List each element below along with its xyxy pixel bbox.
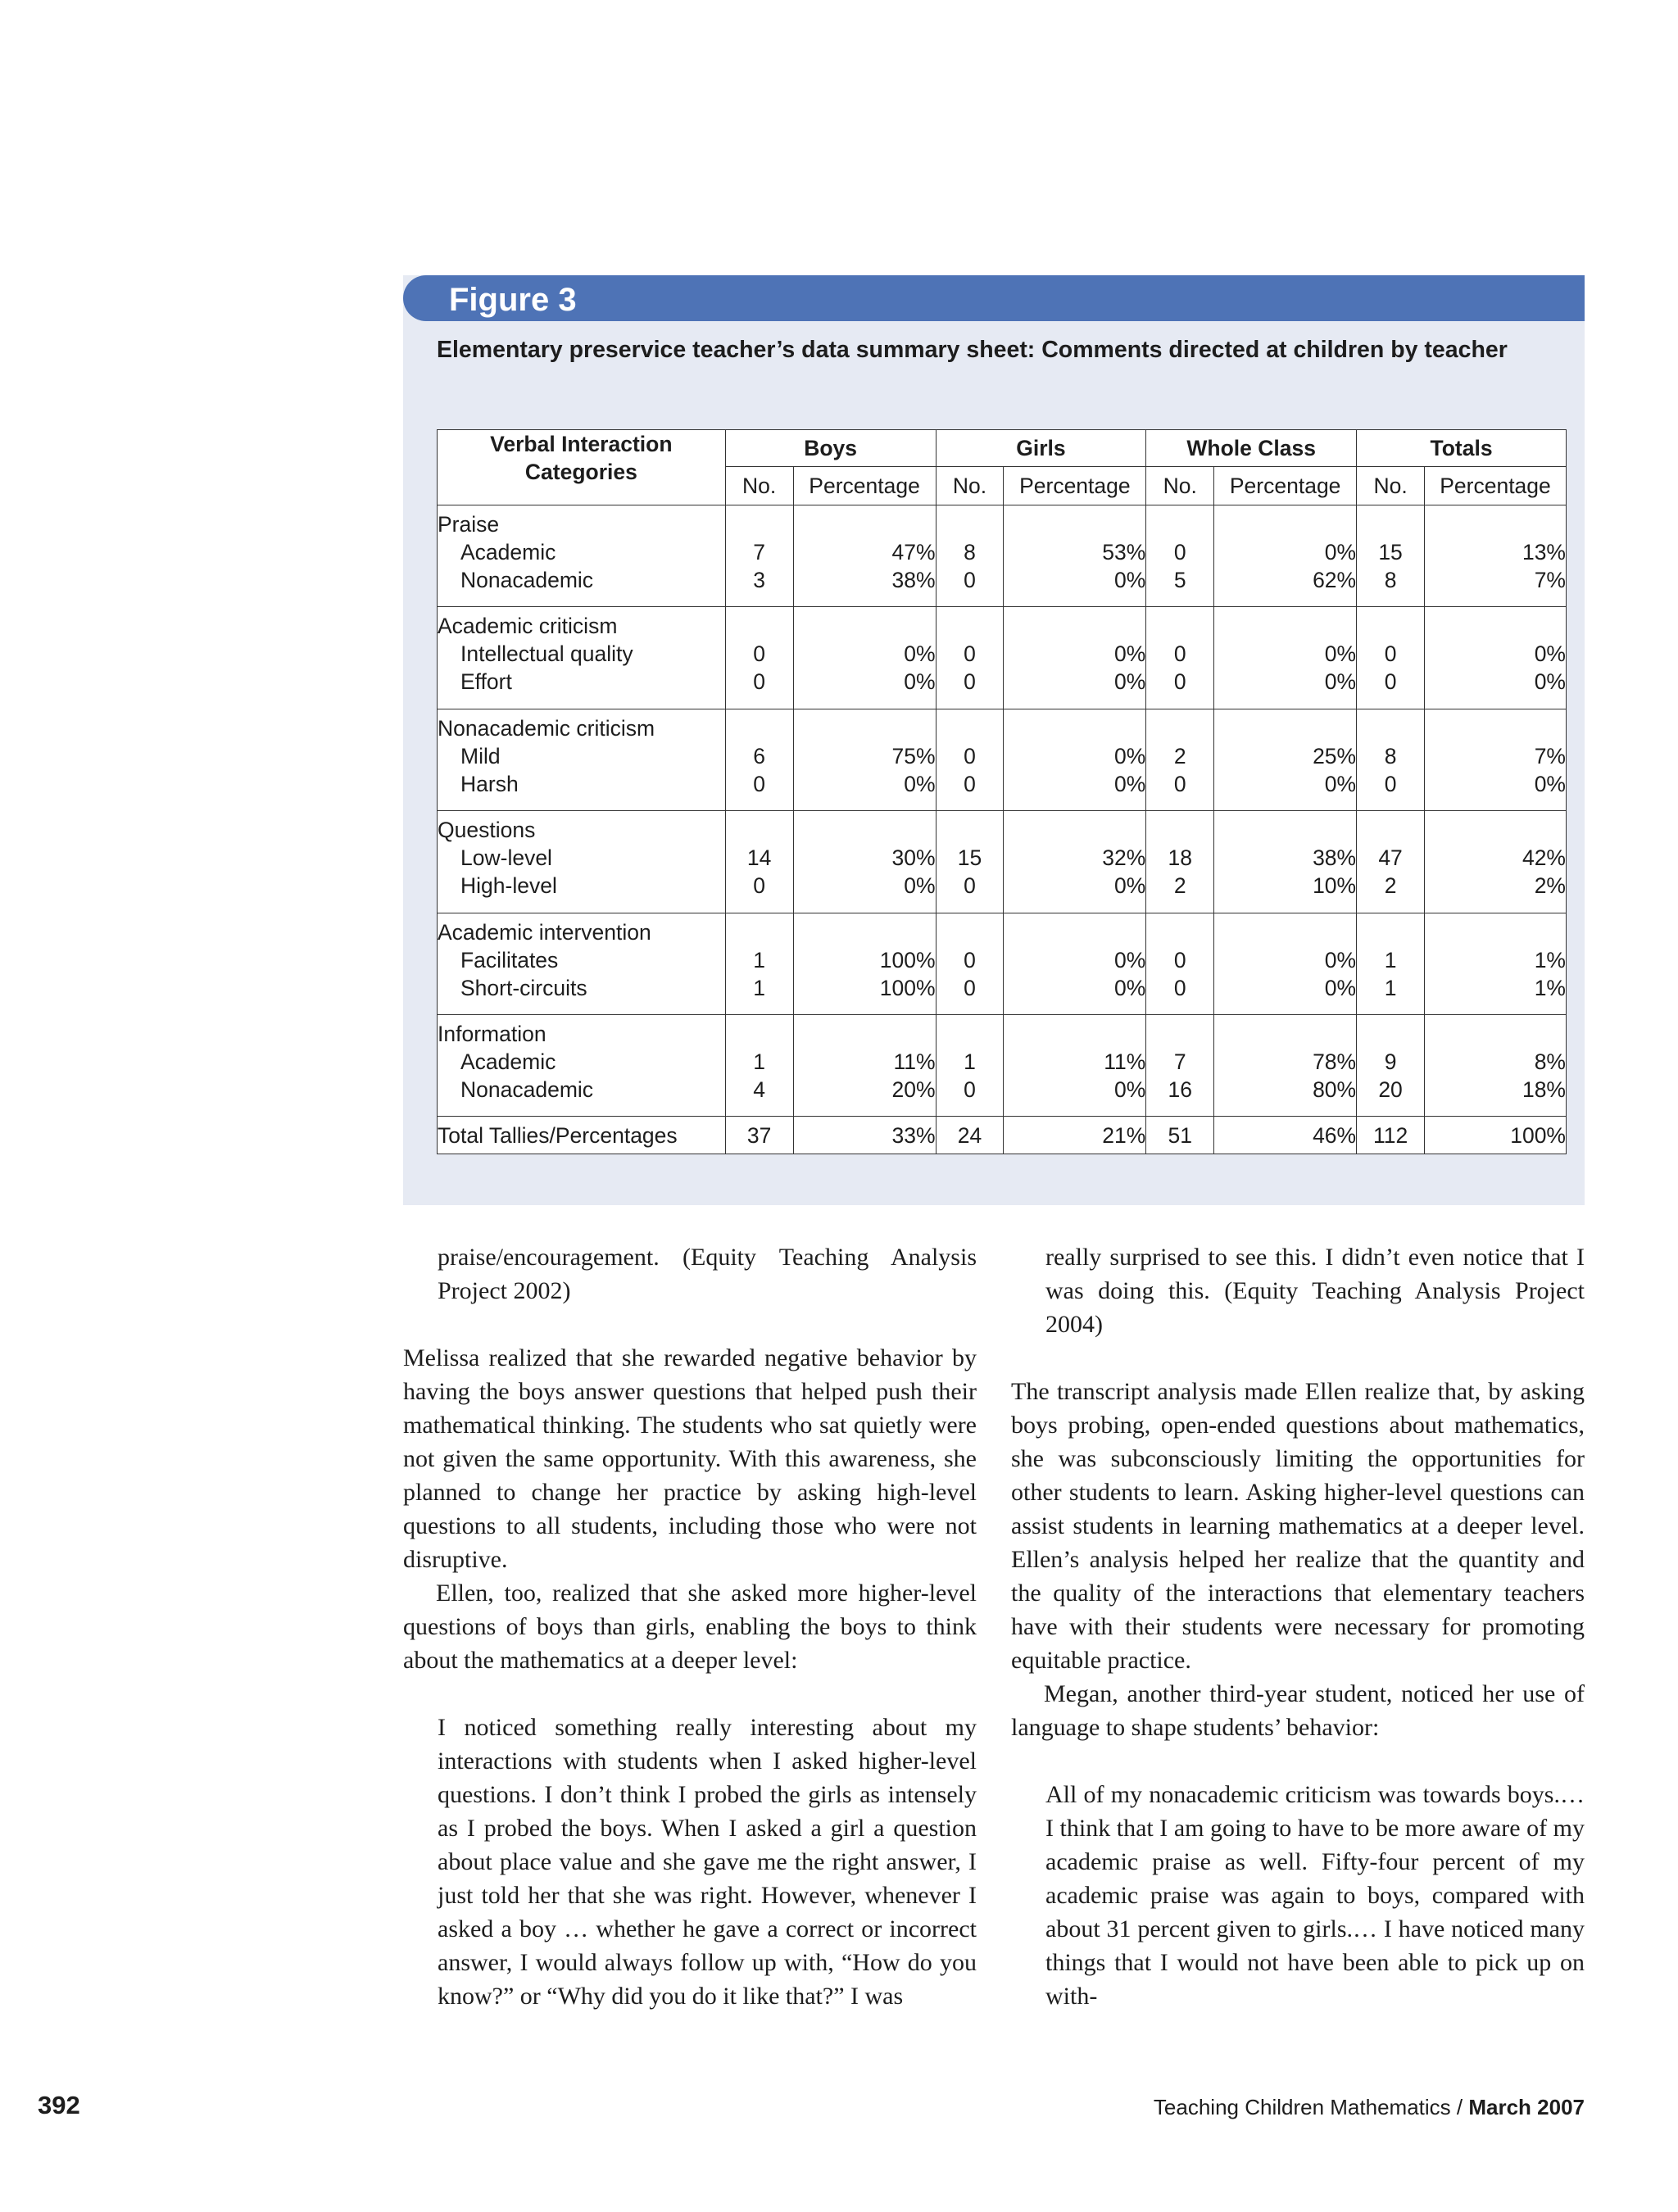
count-cell [1146,607,1214,709]
percentage-cell [793,709,936,810]
group-header: Girls [936,430,1146,467]
percentage-cell [1425,1014,1567,1116]
percentage-value: 0% [1534,771,1566,796]
count-cell [725,709,793,810]
percentage-cell [793,505,936,607]
subcategory-label: Nonacademic [460,1077,594,1102]
count-value: 4 [753,1077,766,1102]
paragraph-gap [1011,1744,1585,1778]
percentage-cell [1004,607,1146,709]
subcategory-label: Short-circuits [460,975,587,1000]
count-value: 0 [1173,669,1186,695]
percentage-value: 0% [1324,669,1357,695]
total-percentage: 46% [1214,1117,1357,1154]
subcategory-label: Harsh [460,771,519,796]
count-value: 1 [753,975,766,1000]
count-value: 0 [964,669,976,695]
count-cell [936,913,1004,1014]
percentage-cell [1425,913,1567,1014]
percentage-cell [1425,709,1567,810]
percentage-value: 0% [904,771,936,796]
percentage-value: 10% [1313,873,1357,899]
count-cell [1146,811,1214,913]
total-label: Total Tallies/Percentages [438,1117,726,1154]
total-count: 51 [1146,1117,1214,1154]
body-paragraph: The transcript analysis made Ellen realize that, by asking boys probing, open-ended questions about mathematics, she was subconsciously limiting the opportunities for other students to learn. Asking higher-level questions can assist students in learning mathematics at a deeper level. Ellen’s analysis helped her realize that the quantity and the quality of the interactions that elementary teachers have with their students were necessary for promoting equitable practice. [1011,1378,1585,1674]
count-value: 2 [1173,873,1186,899]
percentage-value: 0% [1114,669,1146,695]
group-header: Whole Class [1146,430,1357,467]
figure-label-tab [403,275,1585,321]
category-group-row [438,811,1567,913]
percentage-cell [1214,709,1357,810]
count-cell [1357,607,1425,709]
category-title: Academic criticism [438,614,618,639]
count-value: 5 [1173,568,1186,592]
count-value: 2 [1173,743,1186,768]
subcategory-label: Low-level [460,845,552,871]
count-value: 1 [964,1049,976,1074]
category-cell [438,1014,726,1116]
count-cell [1146,1014,1214,1116]
category-group-row [438,607,1567,709]
count-value: 1 [753,947,766,972]
percentage-cell [1425,505,1567,607]
count-value: 14 [746,845,772,871]
count-cell [725,811,793,913]
body-paragraph: Megan, another third-year student, noticed her use of language to shape students’ behavior: [1011,1680,1585,1741]
count-value: 15 [1378,540,1403,564]
figure-caption: Elementary preservice teacher’s data summary sheet: Comments directed at children by teacher [437,337,1508,363]
count-cell [725,505,793,607]
percentage-value: 25% [1313,743,1357,768]
percentage-cell [1214,505,1357,607]
percentage-value: 0% [1114,568,1146,592]
percentage-value: 62% [1313,568,1357,592]
percentage-value: 100% [879,947,936,972]
percentage-header: Percentage [793,467,936,505]
category-title: Academic intervention [438,919,651,945]
count-value: 0 [964,641,976,667]
category-cell [438,607,726,709]
count-value: 0 [1173,540,1186,564]
percentage-cell [1425,607,1567,709]
count-value: 7 [1173,1049,1186,1074]
category-group-row [438,1014,1567,1116]
journal-footer [1154,2091,1585,2124]
count-cell [1146,913,1214,1014]
percentage-value: 38% [1313,845,1357,871]
subcategory-label: Academic [460,540,556,564]
total-percentage: 21% [1004,1117,1146,1154]
count-value: 47 [1378,845,1403,871]
no-header: No. [1357,467,1425,505]
percentage-value: 0% [1114,743,1146,768]
percentage-value: 47% [891,540,936,564]
percentage-value: 7% [1534,568,1566,592]
count-value: 20 [1378,1077,1403,1102]
percentage-value: 100% [879,975,936,1000]
count-value: 0 [1384,771,1397,796]
category-title: Nonacademic criticism [438,715,655,741]
count-value: 0 [753,771,766,796]
count-value: 8 [1384,743,1397,768]
count-cell [1357,811,1425,913]
total-count: 37 [725,1117,793,1154]
percentage-value: 13% [1522,540,1566,564]
count-cell [1357,1014,1425,1116]
subcategory-label: High-level [460,873,557,899]
subcategory-label: Intellectual quality [460,641,633,667]
percentage-value: 0% [1324,947,1357,972]
percentage-value: 20% [891,1077,936,1102]
page-number: 392 [38,2091,80,2119]
count-value: 8 [964,540,976,564]
percentage-header: Percentage [1425,467,1567,505]
percentage-value: 2% [1534,873,1566,899]
count-value: 16 [1168,1077,1192,1102]
percentage-cell [793,607,936,709]
percentage-value: 1% [1534,947,1566,972]
percentage-value: 0% [1324,975,1357,1000]
count-cell [936,607,1004,709]
paragraph-gap [403,1308,977,1341]
no-header: No. [1146,467,1214,505]
count-cell [1357,913,1425,1014]
count-value: 0 [964,873,976,899]
percentage-cell [1004,505,1146,607]
block-quote: praise/encouragement. (Equity Teaching Analysis Project 2002) [438,1244,977,1304]
subcategory-label: Effort [460,669,512,695]
count-cell [1146,709,1214,810]
percentage-value: 0% [1114,873,1146,899]
body-column-left [403,1240,977,2013]
count-cell [1357,709,1425,810]
group-header: Boys [725,430,936,467]
percentage-value: 11% [1104,1049,1146,1074]
count-value: 1 [753,1049,766,1074]
percentage-value: 11% [893,1049,936,1074]
total-row [438,1117,1567,1154]
count-value: 0 [753,669,766,695]
category-cell [438,505,726,607]
count-value: 0 [1384,641,1397,667]
category-group-row [438,709,1567,810]
percentage-value: 0% [1114,641,1146,667]
count-value: 15 [957,845,982,871]
percentage-value: 8% [1534,1049,1566,1074]
percentage-value: 38% [891,568,936,592]
percentage-cell [1214,811,1357,913]
percentage-value: 53% [1102,540,1146,564]
category-title: Praise [438,512,500,537]
percentage-cell [793,811,936,913]
count-cell [936,709,1004,810]
percentage-cell [1004,1014,1146,1116]
count-value: 3 [753,568,766,592]
count-cell [936,505,1004,607]
percentage-cell [1214,913,1357,1014]
count-value: 0 [964,568,976,592]
percentage-value: 75% [891,743,936,768]
percentage-header: Percentage [1214,467,1357,505]
percentage-value: 0% [1114,771,1146,796]
subcategory-label: Mild [460,743,501,768]
percentage-value: 0% [1114,947,1146,972]
percentage-cell [1004,811,1146,913]
count-value: 1 [1384,975,1397,1000]
category-title: Information [438,1021,546,1046]
count-cell [936,811,1004,913]
percentage-value: 0% [1324,641,1357,667]
percentage-value: 0% [1324,540,1357,564]
percentage-cell [793,913,936,1014]
percentage-value: 0% [1534,669,1566,695]
total-count: 24 [936,1117,1004,1154]
count-cell [725,913,793,1014]
count-value: 0 [753,641,766,667]
count-value: 0 [1384,669,1397,695]
category-cell [438,811,726,913]
count-value: 0 [964,743,976,768]
count-value: 0 [1173,641,1186,667]
percentage-cell [1004,709,1146,810]
category-title: Questions [438,818,536,843]
count-value: 0 [1173,771,1186,796]
data-summary-table [437,429,1567,1154]
total-count: 112 [1357,1117,1425,1154]
percentage-value: 0% [904,873,936,899]
total-percentage: 33% [793,1117,936,1154]
paragraph-gap [1011,1341,1585,1375]
no-header: No. [725,467,793,505]
percentage-value: 42% [1522,845,1566,871]
percentage-cell [1214,607,1357,709]
percentage-value: 7% [1534,743,1566,768]
count-value: 8 [1384,568,1397,592]
count-value: 7 [753,540,766,564]
figure-label: Figure 3 [449,282,577,318]
percentage-value: 32% [1102,845,1146,871]
count-value: 6 [753,743,766,768]
percentage-value: 0% [904,669,936,695]
block-quote: I noticed something really interesting about my interactions with students when I asked higher-level questions. I don’t think I probed the girls as intensely as I probed the boys. When I asked a girl a question about place value and she gave me the right answer, I just told her that she was right. However, whenever I asked a boy … whether he gave a correct or incorrect answer, I would always follow up with, “How do you know?” or “Why did you do it like that?” I was [438,1714,977,2010]
group-header: Totals [1357,430,1567,467]
table-body [438,505,1567,1154]
paragraph-gap [403,1677,977,1711]
count-value: 1 [1384,947,1397,972]
percentage-header: Percentage [1004,467,1146,505]
subcategory-label: Nonacademic [460,568,594,592]
category-cell [438,913,726,1014]
count-value: 0 [964,947,976,972]
journal-title: Teaching Children Mathematics / [1153,2095,1463,2119]
total-percentage: 100% [1425,1117,1567,1154]
category-header: Verbal Interaction Categories [438,430,726,505]
percentage-value: 0% [904,641,936,667]
percentage-value: 30% [891,845,936,871]
category-group-row [438,505,1567,607]
no-header: No. [936,467,1004,505]
percentage-value: 0% [1114,975,1146,1000]
percentage-value: 78% [1313,1049,1357,1074]
count-value: 0 [964,975,976,1000]
count-cell [1146,505,1214,607]
percentage-cell [1425,811,1567,913]
count-value: 0 [1173,975,1186,1000]
percentage-value: 18% [1522,1077,1566,1102]
block-quote: All of my nonacademic criticism was towards boys.… I think that I am going to have to be more aware of my academic praise as well. Fifty-four percent of my academic praise was again to boys, compared with about 31 percent given to girls.… I have noticed many things that I would not have been able to pick up on with- [1045,1781,1585,2010]
count-value: 0 [964,771,976,796]
count-value: 0 [964,1077,976,1102]
category-group-row [438,913,1567,1014]
percentage-cell [1004,913,1146,1014]
category-cell [438,709,726,810]
body-column-right [1011,1240,1585,2013]
subcategory-label: Facilitates [460,947,559,972]
block-quote: really surprised to see this. I didn’t even notice that I was doing this. (Equity Teaching Analysis Project 2004) [1045,1244,1585,1338]
count-cell [725,1014,793,1116]
percentage-value: 0% [1534,641,1566,667]
count-value: 9 [1384,1049,1397,1074]
journal-issue: March 2007 [1468,2095,1585,2119]
subcategory-label: Academic [460,1049,556,1074]
percentage-value: 0% [1324,771,1357,796]
percentage-value: 80% [1313,1077,1357,1102]
count-cell [1357,505,1425,607]
percentage-value: 1% [1534,975,1566,1000]
count-value: 2 [1384,873,1397,899]
count-value: 18 [1168,845,1192,871]
count-cell [725,607,793,709]
count-cell [936,1014,1004,1116]
body-paragraph: Melissa realized that she rewarded negative behavior by having the boys answer questions that helped push their mathematical thinking. The students who sat quietly were not given the same opportunity. With this awareness, she planned to change her practice by asking high-level questions to all students, including those who were not disruptive. [403,1344,977,1573]
count-value: 0 [753,873,766,899]
percentage-cell [793,1014,936,1116]
count-value: 0 [1173,947,1186,972]
percentage-value: 0% [1114,1077,1146,1102]
body-paragraph: Ellen, too, realized that she asked more higher-level questions of boys than girls, enabling the boys to think about the mathematics at a deeper level: [403,1580,977,1674]
percentage-cell [1214,1014,1357,1116]
